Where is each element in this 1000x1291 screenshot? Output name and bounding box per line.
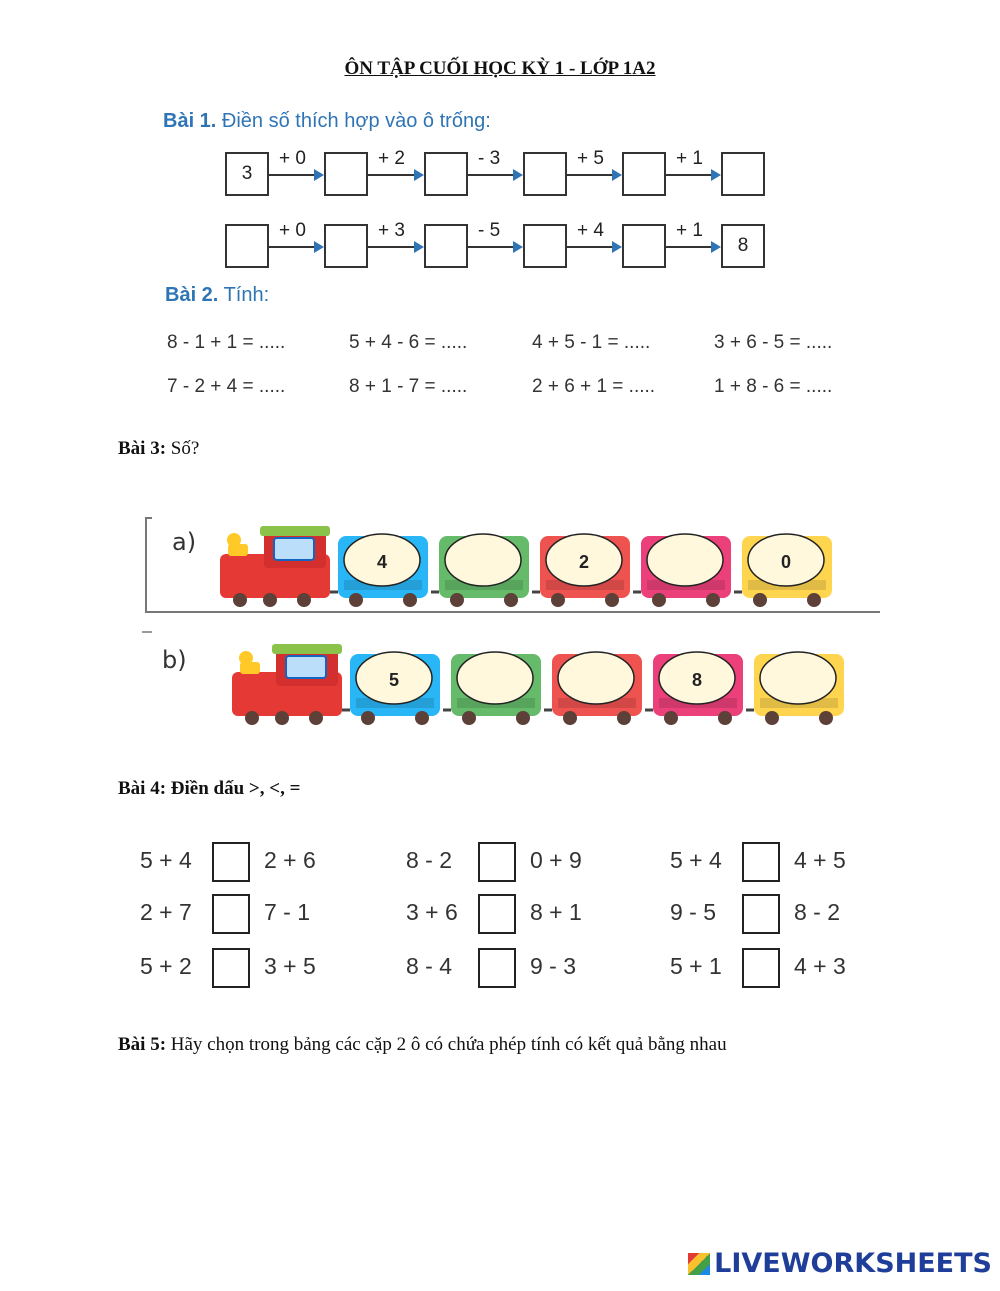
train-a-car-5: [734, 534, 832, 607]
bai1-row1-op-4: + 5: [577, 148, 604, 169]
bai2-expr-2-4: 1 + 8 - 6 = .....: [714, 376, 833, 397]
bai1-row2-arrowhead-2: [414, 241, 424, 253]
bai5-label: Bài 5:: [118, 1034, 167, 1055]
liveworksheets-logo: [688, 1248, 992, 1279]
train-a-car-2: [431, 534, 529, 607]
bai3-heading: [118, 438, 199, 460]
bai1-row1-arrow-2: [368, 174, 416, 176]
bai2-expr-2-1: 7 - 2 + 4 = .....: [167, 376, 286, 397]
bai2-expr-1-1: 8 - 1 + 1 = .....: [167, 332, 286, 353]
train-a-value-1: 4: [376, 552, 388, 572]
train-b-value-1: 5: [388, 670, 400, 690]
bai4-left-3-3: 5 + 1: [670, 953, 722, 979]
bai2-expr-1-4: 3 + 6 - 5 = .....: [714, 332, 833, 353]
bai4-right-2-1: 7 - 1: [264, 899, 311, 925]
train-b-car-3: [544, 652, 642, 725]
logo-text: LIVEWORKSHEETS: [714, 1248, 992, 1279]
bai1-row1-arrow-5: [666, 174, 713, 176]
bai4-answer-box-1-3[interactable]: [742, 842, 780, 882]
bai1-row2-arrow-1: [269, 246, 316, 248]
bai4-answer-box-3-2[interactable]: [478, 948, 516, 988]
bai1-heading: [163, 110, 491, 133]
train-a-value-3: 2: [578, 552, 590, 572]
bai1-row2-arrowhead-5: [711, 241, 721, 253]
bai1-row1-op-3: - 3: [478, 148, 501, 169]
bai1-row2-box-6: 8: [721, 224, 765, 268]
train-b-value-4: 8: [691, 670, 703, 690]
bai1-row2-arrow-5: [666, 246, 713, 248]
bai4-left-1-2: 8 - 2: [406, 847, 453, 873]
bai4-answer-box-2-2[interactable]: [478, 894, 516, 934]
train-b-car-2: [443, 652, 541, 725]
train-illustration: [140, 510, 880, 742]
train-b-slot-5[interactable]: [760, 652, 836, 704]
bai1-row2-box-4[interactable]: [523, 224, 567, 268]
bai1-row2-arrowhead-4: [612, 241, 622, 253]
bai1-row2-box-5[interactable]: [622, 224, 666, 268]
bai2-label: Bài 2.: [165, 284, 219, 306]
train-a-locomotive: [220, 526, 330, 607]
bai4-left-2-2: 3 + 6: [406, 899, 458, 925]
train-a-value-5: 0: [780, 552, 792, 572]
bai4-right-1-2: 0 + 9: [530, 847, 582, 873]
bai3-label: Bài 3:: [118, 438, 167, 459]
logo-icon: [688, 1253, 710, 1275]
train-b-car-5: [746, 652, 844, 725]
bai2-expr-1-3: 4 + 5 - 1 = .....: [532, 332, 651, 353]
bai2-expr-1-2: 5 + 4 - 6 = .....: [349, 332, 468, 353]
train-b-slot-3[interactable]: [558, 652, 634, 704]
train-b-car-1: [342, 652, 440, 725]
bai4-right-3-2: 9 - 3: [530, 953, 577, 979]
bai4-answer-box-1-2[interactable]: [478, 842, 516, 882]
bai1-row1-arrow-3: [468, 174, 515, 176]
train-b-label: b): [162, 646, 187, 674]
bai1-row2-op-4: + 4: [577, 220, 604, 241]
bai1-row1-box-2[interactable]: [324, 152, 368, 196]
bai4-answer-box-2-1[interactable]: [212, 894, 250, 934]
bai1-row1-box-3[interactable]: [424, 152, 468, 196]
bai1-row2-arrowhead-1: [314, 241, 324, 253]
bai4-left-3-2: 8 - 4: [406, 953, 453, 979]
bai1-row1-box-6[interactable]: [721, 152, 765, 196]
bai1-row1-arrowhead-3: [513, 169, 523, 181]
bai1-row2-box-1[interactable]: [225, 224, 269, 268]
bai1-text: Điền số thích hợp vào ô trống:: [221, 110, 491, 132]
bai1-row1-arrow-4: [567, 174, 614, 176]
train-b-slot-2[interactable]: [457, 652, 533, 704]
bai4-left-2-3: 9 - 5: [670, 899, 717, 925]
train-a: [220, 526, 832, 607]
bai1-row1-op-1: + 0: [279, 148, 306, 169]
page-title: ÔN TẬP CUỐI HỌC KỲ 1 - LỚP 1A2: [344, 58, 656, 79]
bai3-text: Số?: [170, 438, 200, 459]
bai1-row2-box-2[interactable]: [324, 224, 368, 268]
bai1-row2-arrowhead-3: [513, 241, 523, 253]
bai1-row1-arrowhead-1: [314, 169, 324, 181]
bai1-row2-arrow-2: [368, 246, 416, 248]
bai2-text: Tính:: [223, 284, 270, 306]
bai1-row1-arrow-1: [269, 174, 316, 176]
bai1-label: Bài 1.: [163, 110, 217, 132]
bai5-heading: [118, 1034, 727, 1056]
bai4-left-1-1: 5 + 4: [140, 847, 192, 873]
train-b-locomotive: [232, 644, 342, 725]
bai1-row1-arrowhead-2: [414, 169, 424, 181]
train-a-slot-2[interactable]: [445, 534, 521, 586]
train-a-car-3: [532, 534, 630, 607]
bai4-right-3-1: 3 + 5: [264, 953, 316, 979]
bai4-answer-box-3-1[interactable]: [212, 948, 250, 988]
bai4-right-1-1: 2 + 6: [264, 847, 316, 873]
bai1-row2-box-3[interactable]: [424, 224, 468, 268]
bai1-row2-op-2: + 3: [378, 220, 405, 241]
bai1-row2-arrow-3: [468, 246, 515, 248]
bai1-row1-arrowhead-5: [711, 169, 721, 181]
bai1-row1-box-4[interactable]: [523, 152, 567, 196]
bai4-left-1-3: 5 + 4: [670, 847, 722, 873]
bai2-expr-2-3: 2 + 6 + 1 = .....: [532, 376, 656, 397]
bai4-answer-box-3-3[interactable]: [742, 948, 780, 988]
bai4-right-2-2: 8 + 1: [530, 899, 582, 925]
bai1-row2-op-1: + 0: [279, 220, 306, 241]
bai4-answer-box-1-1[interactable]: [212, 842, 250, 882]
bai1-row1-box-5[interactable]: [622, 152, 666, 196]
bai4-left-2-1: 2 + 7: [140, 899, 192, 925]
bai1-row2-arrow-4: [567, 246, 614, 248]
bai4-answer-box-2-3[interactable]: [742, 894, 780, 934]
bai1-row1-op-5: + 1: [676, 148, 703, 169]
bai4-right-3-3: 4 + 3: [794, 953, 846, 979]
bai1-row1-arrowhead-4: [612, 169, 622, 181]
train-a-car-1: [330, 534, 428, 607]
train-a-label: a): [172, 528, 197, 556]
train-a-car-4: [633, 534, 731, 607]
bai2-heading: [165, 284, 269, 307]
bai5-text: Hãy chọn trong bảng các cặp 2 ô có chứa phép tính có kết quả bằng nhau: [170, 1034, 727, 1055]
bai4-left-3-1: 5 + 2: [140, 953, 192, 979]
bai1-row2-op-3: - 5: [478, 220, 501, 241]
bai4-right-1-3: 4 + 5: [794, 847, 846, 873]
bai2-expr-2-2: 8 + 1 - 7 = .....: [349, 376, 468, 397]
bai4-heading: Bài 4: Điền dấu >, <, =: [118, 778, 301, 799]
train-a-slot-4[interactable]: [647, 534, 723, 586]
bai1-row2-op-5: + 1: [676, 220, 703, 241]
train-b-car-4: [645, 652, 743, 725]
bai4-right-2-3: 8 - 2: [794, 899, 841, 925]
train-b: [232, 644, 844, 725]
bai1-row1-box-1: 3: [225, 152, 269, 196]
bai1-row1-op-2: + 2: [378, 148, 405, 169]
